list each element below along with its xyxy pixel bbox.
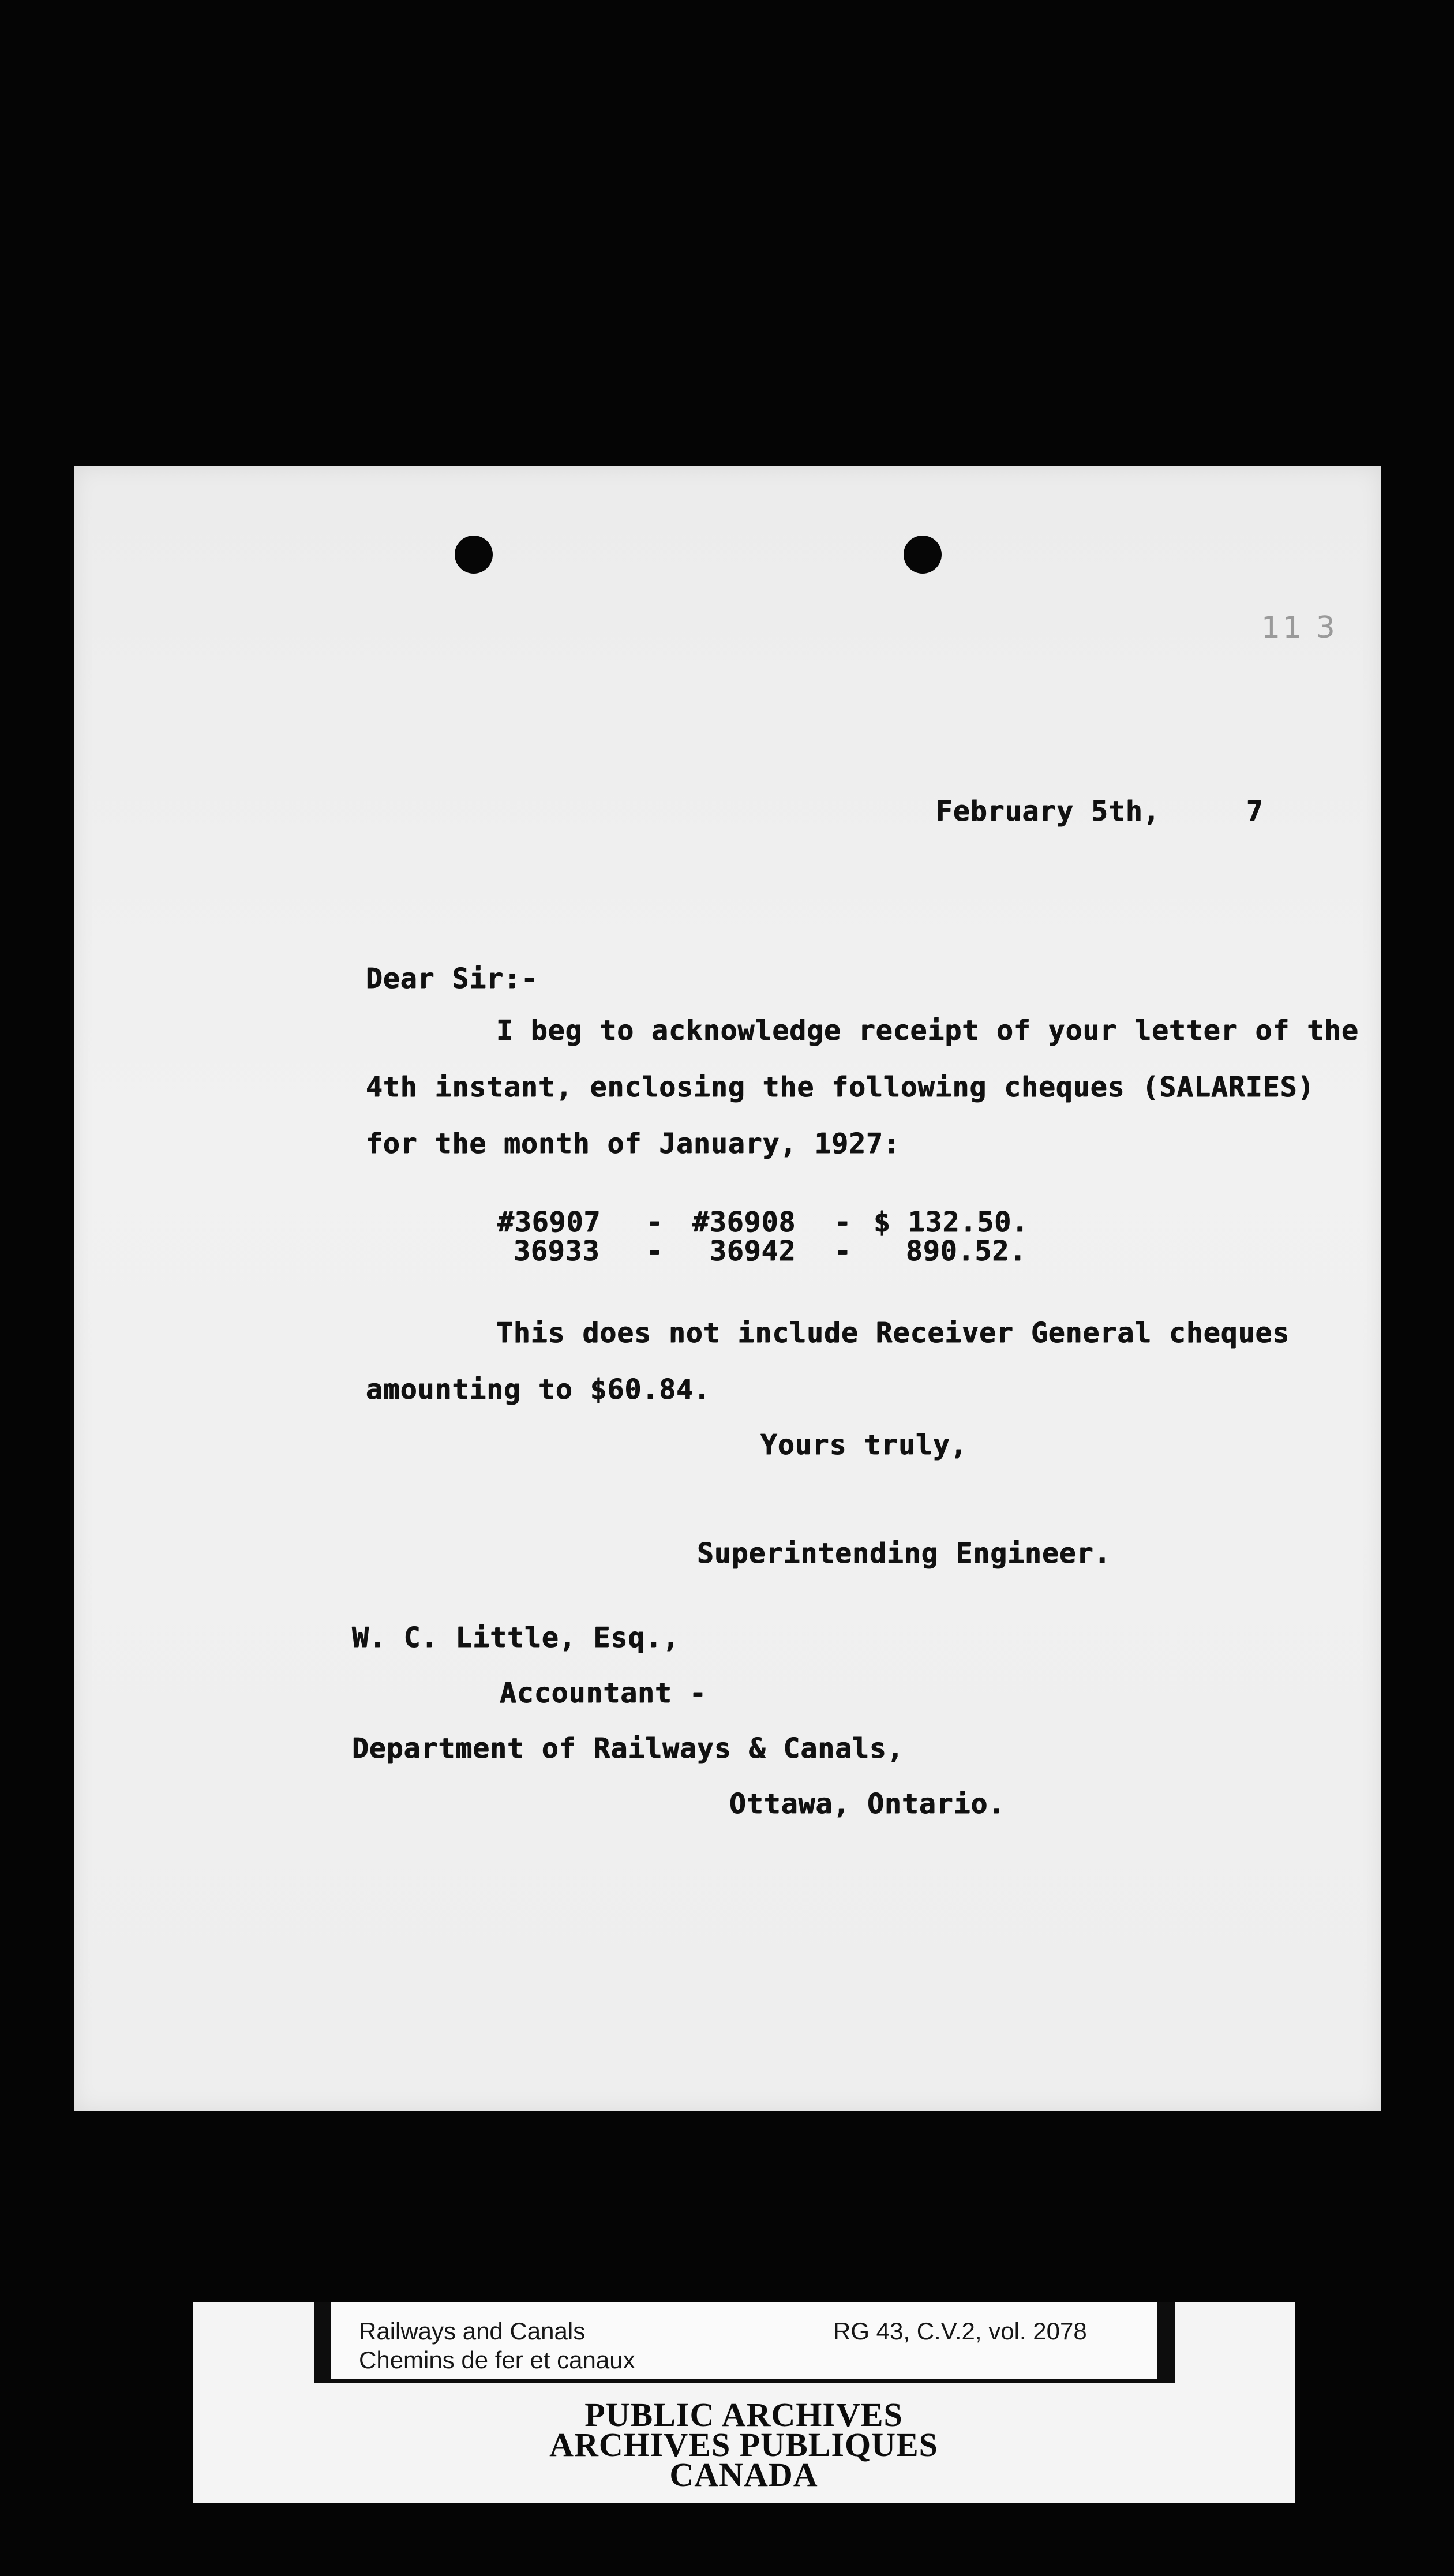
cheque-from: #36907	[497, 1206, 601, 1238]
note-line: amounting to $60.84.	[366, 1373, 711, 1406]
addressee-role: Accountant -	[500, 1677, 707, 1709]
archives-line-2: ARCHIVES PUBLIQUES	[549, 2426, 938, 2463]
cheque-to: #36908	[692, 1206, 796, 1238]
body-line: 4th instant, enclosing the following cheques (SALARIES)	[366, 1071, 1315, 1103]
punch-hole-right	[904, 536, 942, 574]
addressee-city: Ottawa, Ontario.	[729, 1788, 1006, 1820]
letter-page	[74, 466, 1381, 2111]
cheque-to: 36942	[710, 1235, 796, 1267]
page-number: 11 3	[1261, 611, 1337, 645]
letter-year: 7	[1246, 795, 1264, 828]
dash: -	[834, 1206, 852, 1238]
dash: -	[646, 1235, 664, 1267]
signature-title: Superintending Engineer.	[697, 1537, 1111, 1570]
salutation: Dear Sir:-	[366, 963, 538, 995]
addressee-name: W. C. Little, Esq.,	[352, 1622, 680, 1654]
note-line: This does not include Receiver General cheques	[496, 1317, 1290, 1349]
archives-line-3: CANADA	[669, 2456, 818, 2493]
punch-hole-left	[455, 536, 493, 574]
body-line: I beg to acknowledge receipt of your letter of the	[496, 1014, 1359, 1047]
dash: -	[646, 1206, 664, 1238]
addressee-department: Department of Railways & Canals,	[352, 1732, 904, 1765]
archives-line-1: PUBLIC ARCHIVES	[584, 2396, 903, 2433]
archive-reference: RG 43, C.V.2, vol. 2078	[833, 2317, 1087, 2345]
letter-date: February 5th,	[936, 795, 1160, 828]
cheque-from: 36933	[514, 1235, 600, 1267]
collection-fr: Chemins de fer et canaux	[359, 2346, 635, 2373]
dash: -	[834, 1235, 852, 1267]
cheque-amount: $ 132.50.	[874, 1206, 1029, 1238]
cheque-amount: 890.52.	[906, 1235, 1027, 1267]
collection-en: Railways and Canals	[359, 2317, 586, 2345]
body-line: for the month of January, 1927:	[366, 1128, 901, 1160]
closing: Yours truly,	[760, 1429, 968, 1461]
